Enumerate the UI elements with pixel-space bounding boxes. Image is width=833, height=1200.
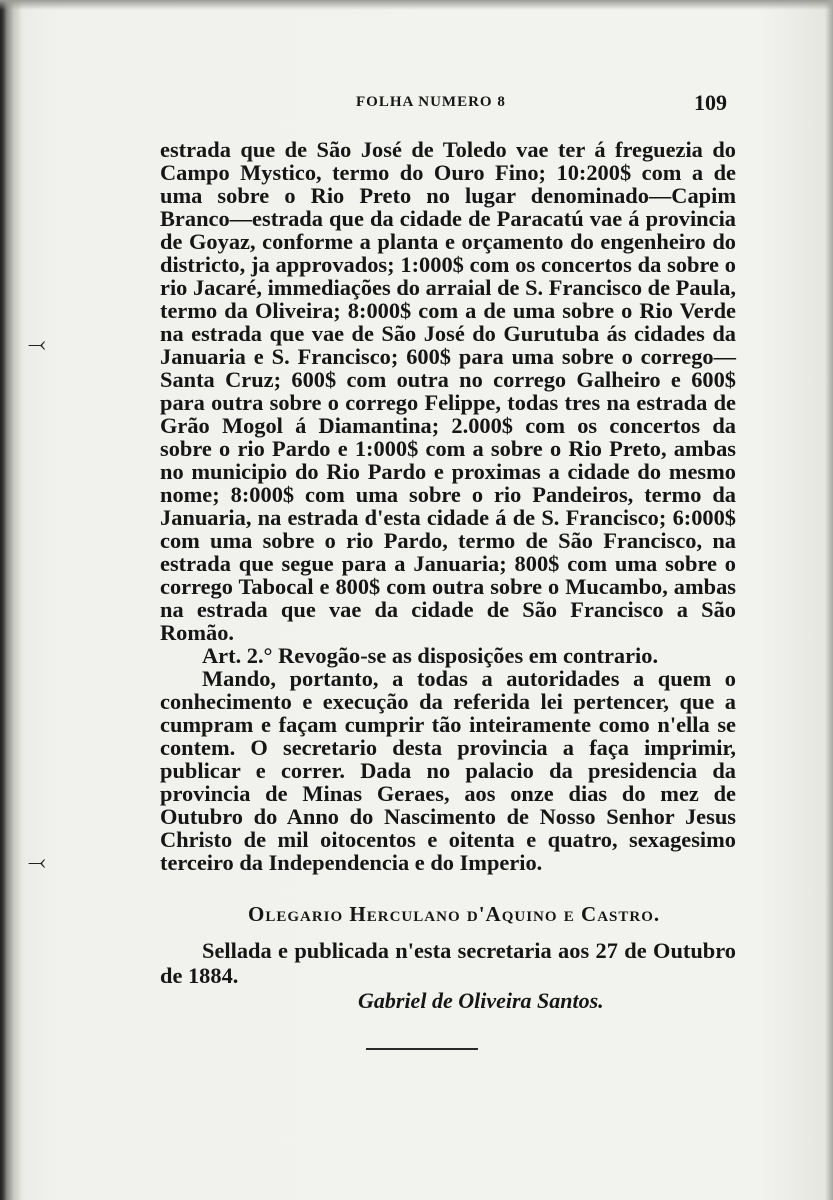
secretary-signature: Gabriel de Oliveira Santos. bbox=[358, 988, 604, 1013]
margin-mark-lower: ⤙ bbox=[28, 850, 46, 875]
closing-rule bbox=[366, 1048, 478, 1050]
paragraph-article-2: Art. 2.° Revogão-se as disposições em contrario. bbox=[202, 643, 659, 668]
running-title: FOLHA NUMERO 8 bbox=[356, 94, 506, 110]
body-text bbox=[160, 138, 736, 874]
page-number: 109 bbox=[694, 90, 727, 115]
page-right-edge bbox=[825, 0, 833, 1200]
margin-mark-upper: ⤙ bbox=[28, 332, 46, 357]
president-signature: Olegario Herculano d'Aquino e Castro. bbox=[248, 902, 661, 926]
attestation-block bbox=[160, 938, 736, 988]
attestation-text: Sellada e publicada n'esta secretaria aos 27 de Outubro de 1884. bbox=[160, 938, 736, 988]
page-header bbox=[160, 90, 735, 130]
page-top-edge bbox=[0, 0, 833, 10]
paragraph-road-works: estrada que de São José de Toledo vae ter á freguezia do Campo Mystico, termo do Ouro Fino; 10:200$ com a de uma sobre o Rio Preto no lugar denominado—Capim Branco—estrada que da cidade de Paracatú vae á provincia de Goyaz, conforme a planta e orçamento do engenheiro do districto, ja approvados; 1:000$ com os concertos da sobre o rio Jacaré, immediações do arraial de S. Francisco de Paula, termo da Oliveira; 8:000$ com a de uma sobre o Rio Verde na estrada que vae de São José do Gurutuba ás cidades da Januaria e S. Francisco; 600$ para uma sobre o corrego—Santa Cruz; 600$ com outra no corrego Galheiro e 600$ para outra sobre o corrego Felippe, todas tres na estrada de Grão Mogol á Diamantina; 2.000$ com os concertos da sobre o rio Pardo e 1:000$ com a sobre o Rio Preto, ambas no municipio do Rio Pardo e proximas a cidade do mesmo nome; 8:000$ com uma sobre o rio Pandeiros, termo da Januaria, na estrada d'esta cidade á de S. Francisco; 6:000$ com uma sobre o rio Pardo, termo de São Francisco, na estrada que segue para a Januaria; 800$ com uma sobre o corrego Tabocal e 800$ com outra sobre o Mucambo, ambas na estrada que vae da cidade de São Francisco a São Romão. bbox=[160, 137, 736, 645]
paragraph-mandate: Mando, portanto, a todas a autoridades a quem o conhecimento e execução da referida lei pertencer, que a cumpram e façam cumprir tão inteiramente como n'ella se contem. O secretario desta provincia a faça imprimir, publicar e correr. Dada no palacio da presidencia da provincia de Minas Geraes, aos onze dias do mez de Outubro do Anno do Nascimento de Nosso Senhor Jesus Christo de mil oitocentos e oitenta e quatro, sexagesimo terceiro da Independencia e do Imperio. bbox=[160, 666, 736, 875]
page-binding-shadow bbox=[0, 0, 22, 1200]
